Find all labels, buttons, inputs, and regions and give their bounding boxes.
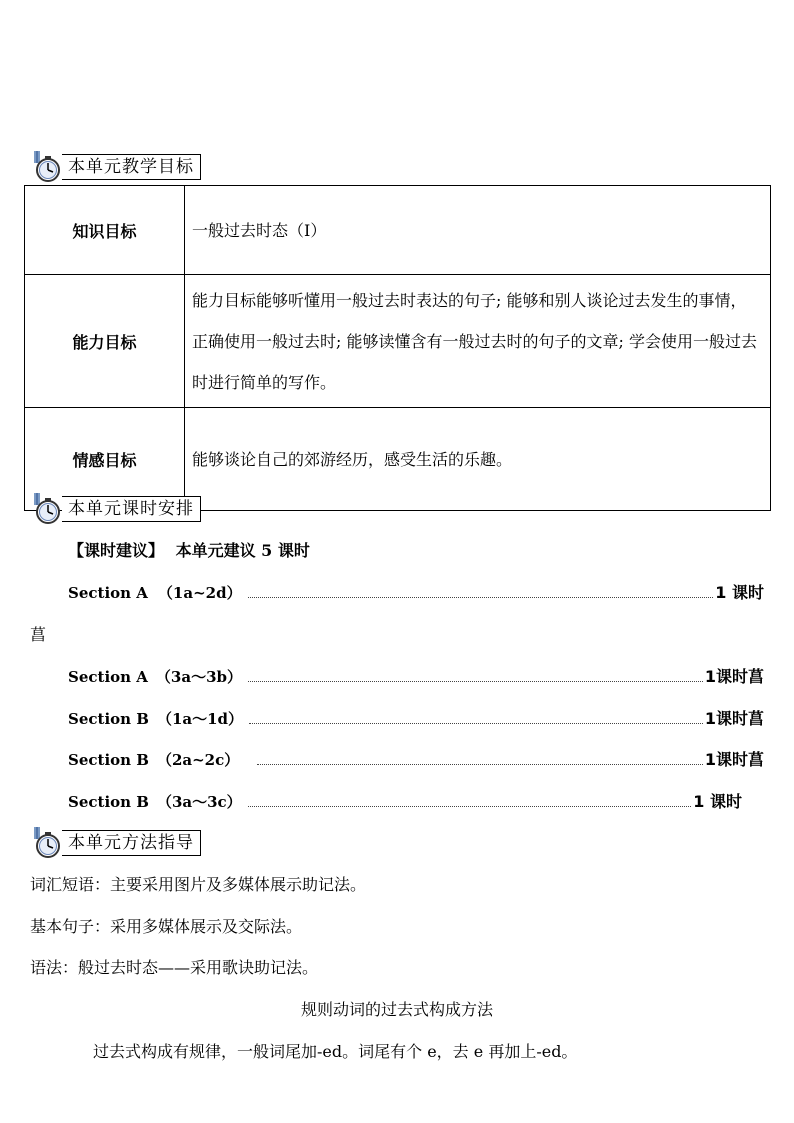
section-title: 本单元课时安排 bbox=[62, 496, 201, 522]
section-hours: 1 课时 bbox=[693, 792, 742, 811]
section-range: （3a～3c） bbox=[156, 793, 242, 811]
section-hours: 1课时菖 bbox=[704, 667, 764, 686]
goal-name: 知识目标 bbox=[25, 186, 185, 275]
rule-title: 规则动词的过去式构成方法 bbox=[300, 1000, 493, 1019]
section-hours: 1课时菖 bbox=[704, 709, 764, 728]
leader-dots bbox=[248, 805, 692, 807]
leader-dots bbox=[249, 722, 703, 724]
goal-name: 能力目标 bbox=[25, 275, 185, 408]
schedule-item bbox=[68, 664, 764, 687]
clock-icon bbox=[30, 492, 64, 526]
section-range: （2a~2c） bbox=[156, 751, 240, 769]
clock-icon bbox=[30, 826, 64, 860]
goal-text: 能力目标能够听懂用一般过去时表达的句子; 能够和别人谈论过去发生的事情，正确使用一般过去时; 能够读懂含有一般过去时的句子的文章; 学会使用一般过去时进行简单的写作。 bbox=[185, 275, 771, 408]
rule-text: 过去式构成有规律，一般词尾加-ed。词尾有个 e，去 e 再加上-ed。 bbox=[93, 1042, 578, 1061]
method-grammar: 语法：般过去时态——采用歌诀助记法。 bbox=[30, 958, 319, 977]
goal-name: 情感目标 bbox=[25, 408, 185, 511]
section-title: 本单元方法指导 bbox=[62, 830, 201, 856]
goal-text: 能够谈论自己的郊游经历，感受生活的乐趣。 bbox=[185, 408, 771, 511]
schedule-item bbox=[68, 706, 764, 729]
section-range: （1a～1d） bbox=[156, 710, 244, 728]
suggestion-label: 【课时建议】 bbox=[68, 541, 165, 560]
section-name: Section B bbox=[68, 751, 149, 769]
section-range: （3a～3b） bbox=[155, 668, 243, 686]
clock-icon bbox=[30, 150, 64, 184]
leader-dots bbox=[248, 596, 714, 598]
schedule-suggestion bbox=[68, 538, 310, 561]
section-title: 本单元教学目标 bbox=[62, 154, 201, 180]
section-header-goals bbox=[30, 150, 201, 184]
leader-dots bbox=[257, 763, 703, 765]
table-row bbox=[25, 186, 771, 275]
section-name: Section B bbox=[68, 710, 149, 728]
section-header-methods bbox=[30, 826, 201, 860]
table-row bbox=[25, 275, 771, 408]
section-header-schedule bbox=[30, 492, 201, 526]
section-name: Section B bbox=[68, 793, 149, 811]
method-sentences: 基本句子：采用多媒体展示及交际法。 bbox=[30, 917, 303, 936]
goal-text: 一般过去时态（Ⅰ） bbox=[185, 186, 771, 275]
section-range: （1a~2d） bbox=[157, 584, 242, 602]
leader-dots bbox=[248, 680, 703, 682]
goals-table bbox=[24, 185, 771, 511]
wrapped-text: 菖 bbox=[30, 625, 47, 644]
suggestion-text: 本单元建议 5 课时 bbox=[175, 541, 310, 560]
schedule-item bbox=[68, 747, 764, 770]
section-hours: 1 课时 bbox=[715, 583, 764, 602]
schedule-item bbox=[68, 580, 764, 603]
section-name: Section A bbox=[68, 584, 148, 602]
section-name: Section A bbox=[68, 668, 148, 686]
method-vocab: 词汇短语：主要采用图片及多媒体展示助记法。 bbox=[30, 875, 367, 894]
section-hours: 1课时菖 bbox=[704, 750, 764, 769]
schedule-item bbox=[68, 789, 742, 812]
